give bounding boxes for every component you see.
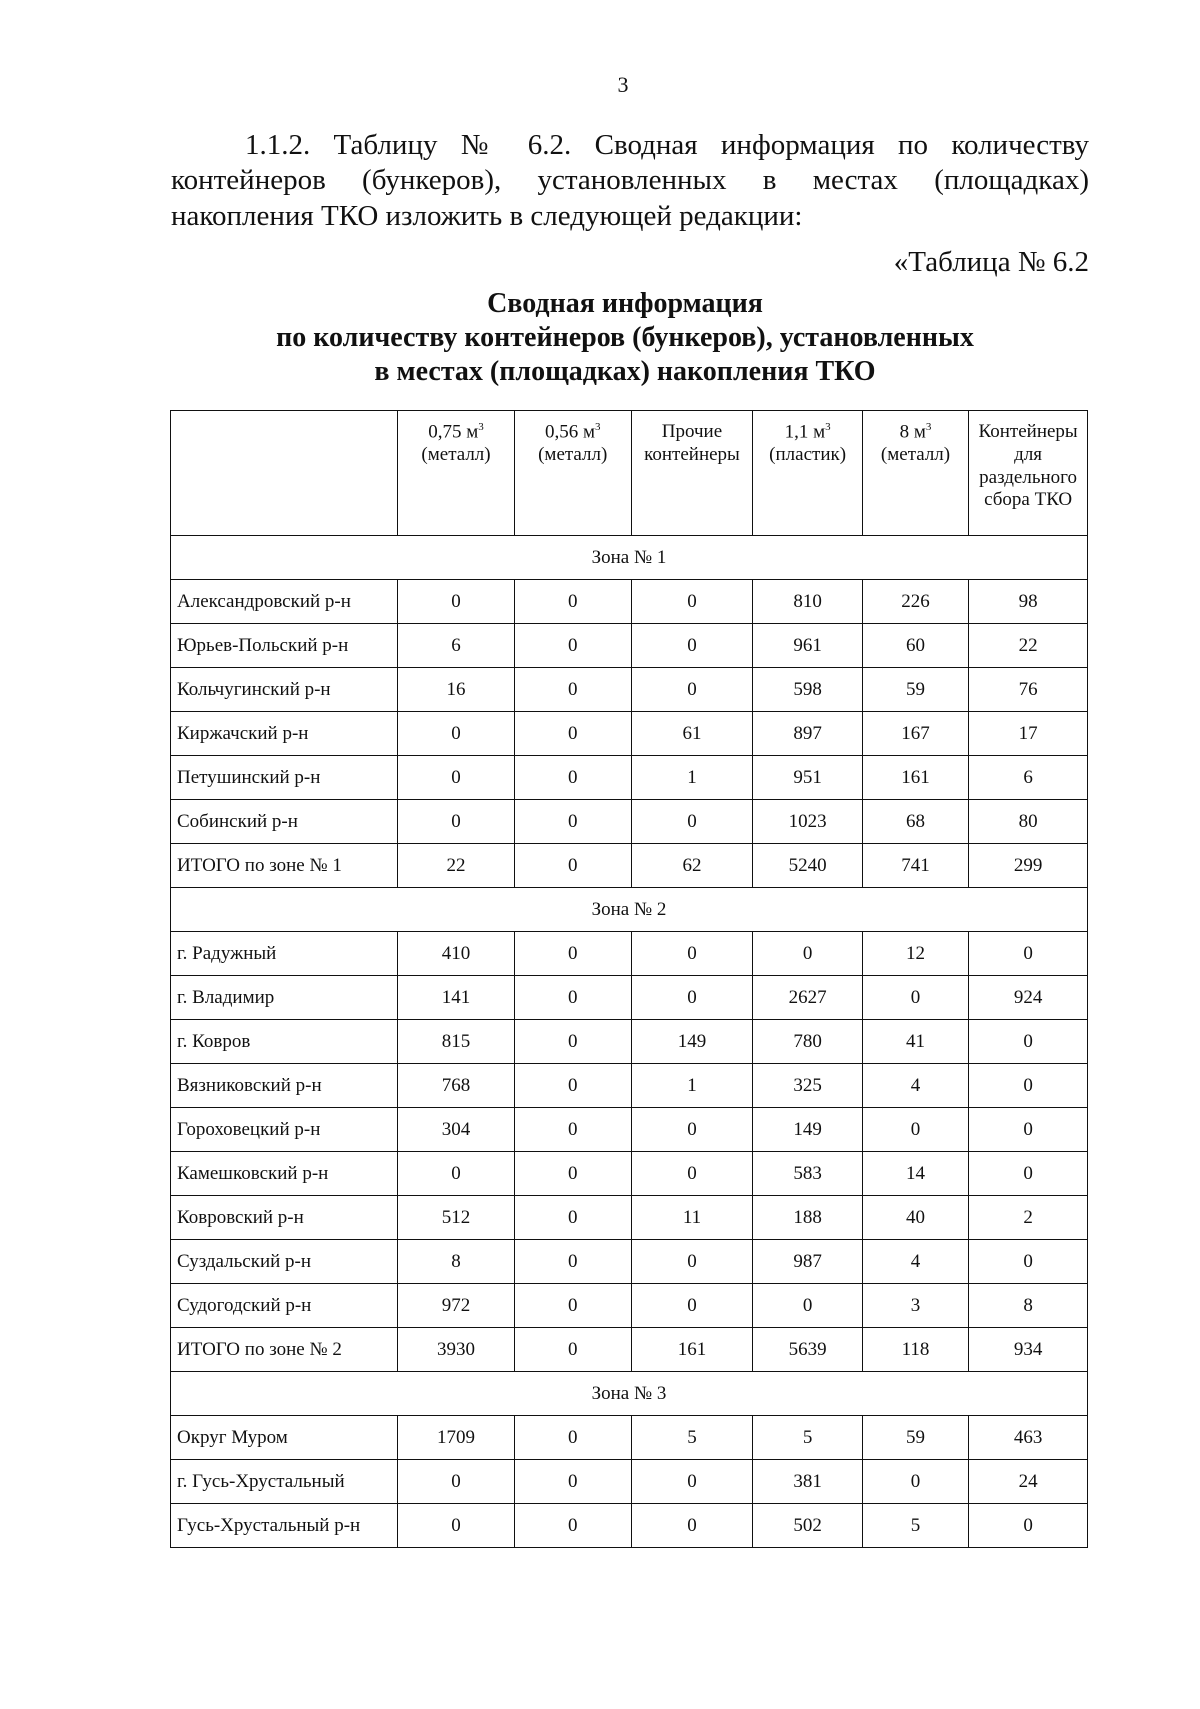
value-cell: 0 — [969, 1152, 1088, 1196]
value-cell: 0 — [398, 712, 515, 756]
row-name: ИТОГО по зоне № 1 — [171, 844, 398, 888]
value-cell: 972 — [398, 1284, 515, 1328]
table-reference: «Таблица № 6.2 — [893, 246, 1089, 278]
value-cell: 6 — [398, 624, 515, 668]
value-cell: 118 — [862, 1328, 968, 1372]
value-cell: 5 — [862, 1504, 968, 1548]
value-cell: 325 — [753, 1064, 862, 1108]
heading-line-2: по количеству контейнеров (бункеров), установленных — [276, 322, 974, 354]
value-cell: 0 — [514, 1020, 631, 1064]
value-cell: 167 — [862, 712, 968, 756]
table-row — [171, 668, 1088, 712]
value-cell: 0 — [514, 932, 631, 976]
value-cell: 897 — [753, 712, 862, 756]
value-cell: 60 — [862, 624, 968, 668]
value-cell: 14 — [862, 1152, 968, 1196]
row-name: г. Владимир — [171, 976, 398, 1020]
header-cell: 1,1 $м^3$ (пластик) — [753, 411, 862, 536]
zone-row — [171, 536, 1088, 580]
value-cell: 0 — [969, 932, 1088, 976]
value-cell: 22 — [969, 624, 1088, 668]
header-cell: 0,75 $м^3$ (металл) — [398, 411, 515, 536]
value-cell: 80 — [969, 800, 1088, 844]
value-cell: 0 — [631, 932, 753, 976]
row-name: г. Ковров — [171, 1020, 398, 1064]
value-cell: 0 — [514, 1284, 631, 1328]
value-cell: 5240 — [753, 844, 862, 888]
value-cell: 0 — [514, 976, 631, 1020]
value-cell: 0 — [631, 624, 753, 668]
value-cell: 161 — [631, 1328, 753, 1372]
heading-line-1: Сводная информация — [487, 288, 763, 319]
heading-line-3: в местах (площадках) накопления ТКО — [374, 356, 876, 388]
table-row — [171, 1064, 1088, 1108]
table-row — [171, 1020, 1088, 1064]
value-cell: 768 — [398, 1064, 515, 1108]
table-row — [171, 1108, 1088, 1152]
value-cell: 0 — [398, 1460, 515, 1504]
value-cell: 381 — [753, 1460, 862, 1504]
value-cell: 0 — [753, 932, 862, 976]
value-cell: 5 — [631, 1416, 753, 1460]
row-name: Петушинский р-н — [171, 756, 398, 800]
header-cell: 0,56 $м^3$ (металл) — [514, 411, 631, 536]
value-cell: 780 — [753, 1020, 862, 1064]
zone-title: Зона № 1 — [171, 536, 1088, 580]
value-cell: 512 — [398, 1196, 515, 1240]
value-cell: 6 — [969, 756, 1088, 800]
row-name: Ковровский р-н — [171, 1196, 398, 1240]
value-cell: 188 — [753, 1196, 862, 1240]
value-cell: 4 — [862, 1064, 968, 1108]
value-cell: 5 — [753, 1416, 862, 1460]
table-row — [171, 1328, 1088, 1372]
table-row — [171, 712, 1088, 756]
value-cell: 0 — [514, 800, 631, 844]
value-cell: 815 — [398, 1020, 515, 1064]
value-cell: 0 — [631, 1240, 753, 1284]
table-row — [171, 976, 1088, 1020]
value-cell: 8 — [398, 1240, 515, 1284]
value-cell: 0 — [514, 756, 631, 800]
value-cell: 98 — [969, 580, 1088, 624]
value-cell: 598 — [753, 668, 862, 712]
value-cell: 11 — [631, 1196, 753, 1240]
value-cell: 951 — [753, 756, 862, 800]
row-name: ИТОГО по зоне № 2 — [171, 1328, 398, 1372]
row-name: г. Гусь-Хрустальный — [171, 1460, 398, 1504]
table-row — [171, 1196, 1088, 1240]
value-cell: 0 — [514, 1460, 631, 1504]
value-cell: 0 — [631, 580, 753, 624]
row-name: Гороховецкий р-н — [171, 1108, 398, 1152]
value-cell: 149 — [631, 1020, 753, 1064]
table-body — [171, 536, 1088, 1548]
value-cell: 0 — [631, 668, 753, 712]
value-cell: 0 — [514, 580, 631, 624]
value-cell: 17 — [969, 712, 1088, 756]
table-row — [171, 1460, 1088, 1504]
value-cell: 0 — [514, 1196, 631, 1240]
table-row — [171, 1240, 1088, 1284]
row-name: Юрьев-Польский р-н — [171, 624, 398, 668]
table-heading — [160, 287, 1090, 389]
value-cell: 0 — [514, 1240, 631, 1284]
value-cell: 0 — [514, 1504, 631, 1548]
row-name: г. Радужный — [171, 932, 398, 976]
value-cell: 0 — [969, 1064, 1088, 1108]
table-row — [171, 1416, 1088, 1460]
value-cell: 24 — [969, 1460, 1088, 1504]
value-cell: 16 — [398, 668, 515, 712]
page-number: 3 — [617, 72, 629, 97]
value-cell: 2627 — [753, 976, 862, 1020]
value-cell: 961 — [753, 624, 862, 668]
value-cell: 1709 — [398, 1416, 515, 1460]
value-cell: 0 — [398, 580, 515, 624]
value-cell: 0 — [969, 1108, 1088, 1152]
value-cell: 0 — [514, 668, 631, 712]
value-cell: 0 — [862, 1108, 968, 1152]
table-row — [171, 756, 1088, 800]
value-cell: 583 — [753, 1152, 862, 1196]
zone-row — [171, 1372, 1088, 1416]
value-cell: 1 — [631, 1064, 753, 1108]
value-cell: 0 — [631, 1108, 753, 1152]
value-cell: 741 — [862, 844, 968, 888]
row-name: Кольчугинский р-н — [171, 668, 398, 712]
value-cell: 4 — [862, 1240, 968, 1284]
value-cell: 0 — [753, 1284, 862, 1328]
header-cell: Контейнеры для раздельного сбора ТКО — [969, 411, 1088, 536]
table-row — [171, 1152, 1088, 1196]
value-cell: 0 — [514, 844, 631, 888]
intro-paragraph: 1.1.2. Таблицу № 6.2. Сводная информация по количеству контейнеров (бункеров), установленных в местах (площадках) накопления ТКО изложить в следующей редакции: — [171, 129, 1089, 232]
row-name: Суздальский р-н — [171, 1240, 398, 1284]
value-cell: 68 — [862, 800, 968, 844]
value-cell: 0 — [631, 1460, 753, 1504]
value-cell: 0 — [514, 1328, 631, 1372]
value-cell: 0 — [514, 1108, 631, 1152]
value-cell: 161 — [862, 756, 968, 800]
table-row — [171, 932, 1088, 976]
value-cell: 0 — [969, 1504, 1088, 1548]
value-cell: 141 — [398, 976, 515, 1020]
zone-row — [171, 888, 1088, 932]
table-row — [171, 844, 1088, 888]
row-name: Александровский р-н — [171, 580, 398, 624]
value-cell: 0 — [514, 1152, 631, 1196]
value-cell: 0 — [862, 1460, 968, 1504]
value-cell: 0 — [514, 712, 631, 756]
containers-table — [170, 410, 1088, 1548]
value-cell: 0 — [514, 1416, 631, 1460]
value-cell: 0 — [398, 800, 515, 844]
row-name: Камешковский р-н — [171, 1152, 398, 1196]
zone-title: Зона № 3 — [171, 1372, 1088, 1416]
table-row — [171, 1504, 1088, 1548]
row-name: Киржачский р-н — [171, 712, 398, 756]
value-cell: 76 — [969, 668, 1088, 712]
value-cell: 0 — [631, 1284, 753, 1328]
value-cell: 0 — [631, 1152, 753, 1196]
value-cell: 61 — [631, 712, 753, 756]
value-cell: 1023 — [753, 800, 862, 844]
row-name: Гусь-Хрустальный р-н — [171, 1504, 398, 1548]
value-cell: 226 — [862, 580, 968, 624]
value-cell: 0 — [398, 1152, 515, 1196]
value-cell: 3 — [862, 1284, 968, 1328]
header-blank-cell — [171, 411, 398, 536]
value-cell: 987 — [753, 1240, 862, 1284]
value-cell: 502 — [753, 1504, 862, 1548]
value-cell: 810 — [753, 580, 862, 624]
value-cell: 12 — [862, 932, 968, 976]
table-header-row — [171, 411, 1088, 536]
value-cell: 0 — [631, 1504, 753, 1548]
value-cell: 304 — [398, 1108, 515, 1152]
value-cell: 40 — [862, 1196, 968, 1240]
table-row — [171, 1284, 1088, 1328]
header-cell: Прочие контейнеры — [631, 411, 753, 536]
zone-title: Зона № 2 — [171, 888, 1088, 932]
value-cell: 0 — [631, 976, 753, 1020]
row-name: Собинский р-н — [171, 800, 398, 844]
row-name: Вязниковский р-н — [171, 1064, 398, 1108]
value-cell: 410 — [398, 932, 515, 976]
value-cell: 934 — [969, 1328, 1088, 1372]
value-cell: 8 — [969, 1284, 1088, 1328]
value-cell: 924 — [969, 976, 1088, 1020]
row-name: Судогодский р-н — [171, 1284, 398, 1328]
value-cell: 0 — [398, 1504, 515, 1548]
table-row — [171, 800, 1088, 844]
value-cell: 0 — [631, 800, 753, 844]
value-cell: 299 — [969, 844, 1088, 888]
value-cell: 3930 — [398, 1328, 515, 1372]
value-cell: 59 — [862, 1416, 968, 1460]
value-cell: 5639 — [753, 1328, 862, 1372]
value-cell: 0 — [969, 1240, 1088, 1284]
value-cell: 0 — [398, 756, 515, 800]
value-cell: 41 — [862, 1020, 968, 1064]
value-cell: 0 — [514, 1064, 631, 1108]
table-row — [171, 624, 1088, 668]
value-cell: 463 — [969, 1416, 1088, 1460]
value-cell: 149 — [753, 1108, 862, 1152]
value-cell: 2 — [969, 1196, 1088, 1240]
value-cell: 62 — [631, 844, 753, 888]
value-cell: 1 — [631, 756, 753, 800]
value-cell: 0 — [514, 624, 631, 668]
value-cell: 0 — [969, 1020, 1088, 1064]
row-name: Округ Муром — [171, 1416, 398, 1460]
table-row — [171, 580, 1088, 624]
value-cell: 59 — [862, 668, 968, 712]
value-cell: 0 — [862, 976, 968, 1020]
header-cell: 8 $м^3$ (металл) — [862, 411, 968, 536]
value-cell: 22 — [398, 844, 515, 888]
